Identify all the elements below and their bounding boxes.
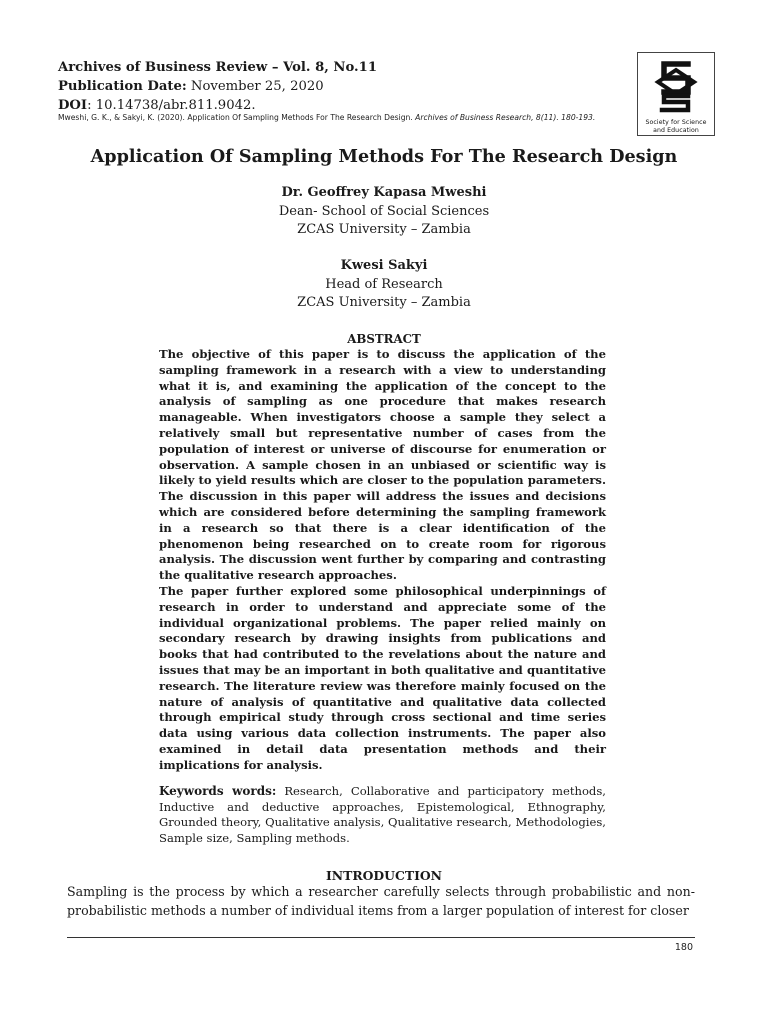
doi-line: DOI: 10.14738/abr.811.9042. <box>58 98 256 113</box>
abstract-body <box>159 347 606 774</box>
logo-text-line2: and Education <box>653 127 699 134</box>
paper-title: Application Of Sampling Methods For The Research Design <box>90 146 678 167</box>
abstract-paragraph: The paper further explored some philosophical underpinnings of research in order to understand and appreciate some of the individual organizational problems. The paper relied mainly on secondary research by drawing insights from publications and books that had contributed to the revelations about the nature and issues that may be an important in both qualitative and quantitative research. The literature review was therefore mainly focused on the nature of analysis of quantitative and qualitative data collected through empirical study through cross sectional and time series data using various data collection instruments. The paper also examined in detail data presentation methods and their implications for analysis. <box>159 583 606 772</box>
publication-date: Publication Date: November 25, 2020 <box>58 79 324 94</box>
author-affiliation: ZCAS University – Zambia <box>297 222 471 237</box>
journal-header <box>58 58 618 115</box>
page-number: 180 <box>674 942 693 953</box>
keywords-label: Keywords words: <box>159 784 277 798</box>
logo-text-line1: Society for Science <box>645 119 707 126</box>
author-2 <box>0 257 768 313</box>
journal-line: Archives of Business Review – Vol. 8, No.11 <box>58 60 377 75</box>
author-name: Kwesi Sakyi <box>340 258 428 273</box>
abstract-paragraph: The objective of this paper is to discuss the application of the sampling framework in a research with a view to understanding what it is, and examining the application of the concept to the analysis of sampling as one procedure that makes research manageable. When investigators choose a sample they select a relatively small but representative number of cases from the population of interest or universe of discourse for enumeration or observation. A sample chosen in an unbiased or scientific way is likely to yield results which are closer to the population parameters. The discussion in this paper will address the issues and decisions which are considered before determining the sampling framework in a research so that there is a clear identification of the phenomenon being researched on to create room for rigorous analysis. The discussion went further by comparing and contrasting the qualitative research approaches. <box>159 347 606 583</box>
society-logo-icon <box>648 56 704 114</box>
society-logo <box>637 52 715 136</box>
author-position: Head of Research <box>325 276 443 292</box>
abstract-heading: ABSTRACT <box>347 332 421 346</box>
author-affiliation: ZCAS University – Zambia <box>297 295 471 310</box>
introduction-text: Sampling is the process by which a researcher carefully selects through probabilistic and non-probabilistic methods a number of individual items from a larger population of interest for closer <box>67 884 695 918</box>
author-position: Dean- School of Social Sciences <box>278 203 490 219</box>
keywords-text: Research, Collaborative and participatory methods, Inductive and deductive approaches, Epistemological, Ethnography, Grounded theory, Qualitative analysis, Qualitative research, Methodologies, Sample size, Sampling methods. <box>159 784 606 845</box>
introduction-heading: INTRODUCTION <box>326 868 442 883</box>
author-name: Dr. Geoffrey Kapasa Mweshi <box>281 185 487 200</box>
citation-line: Mweshi, G. K., & Sakyi, K. (2020). Application Of Sampling Methods For The Research Design. Archives of Business Research, 8(11). 180-193. <box>58 113 596 122</box>
footer-divider <box>67 937 695 938</box>
author-1 <box>0 184 768 240</box>
keywords <box>159 784 606 846</box>
